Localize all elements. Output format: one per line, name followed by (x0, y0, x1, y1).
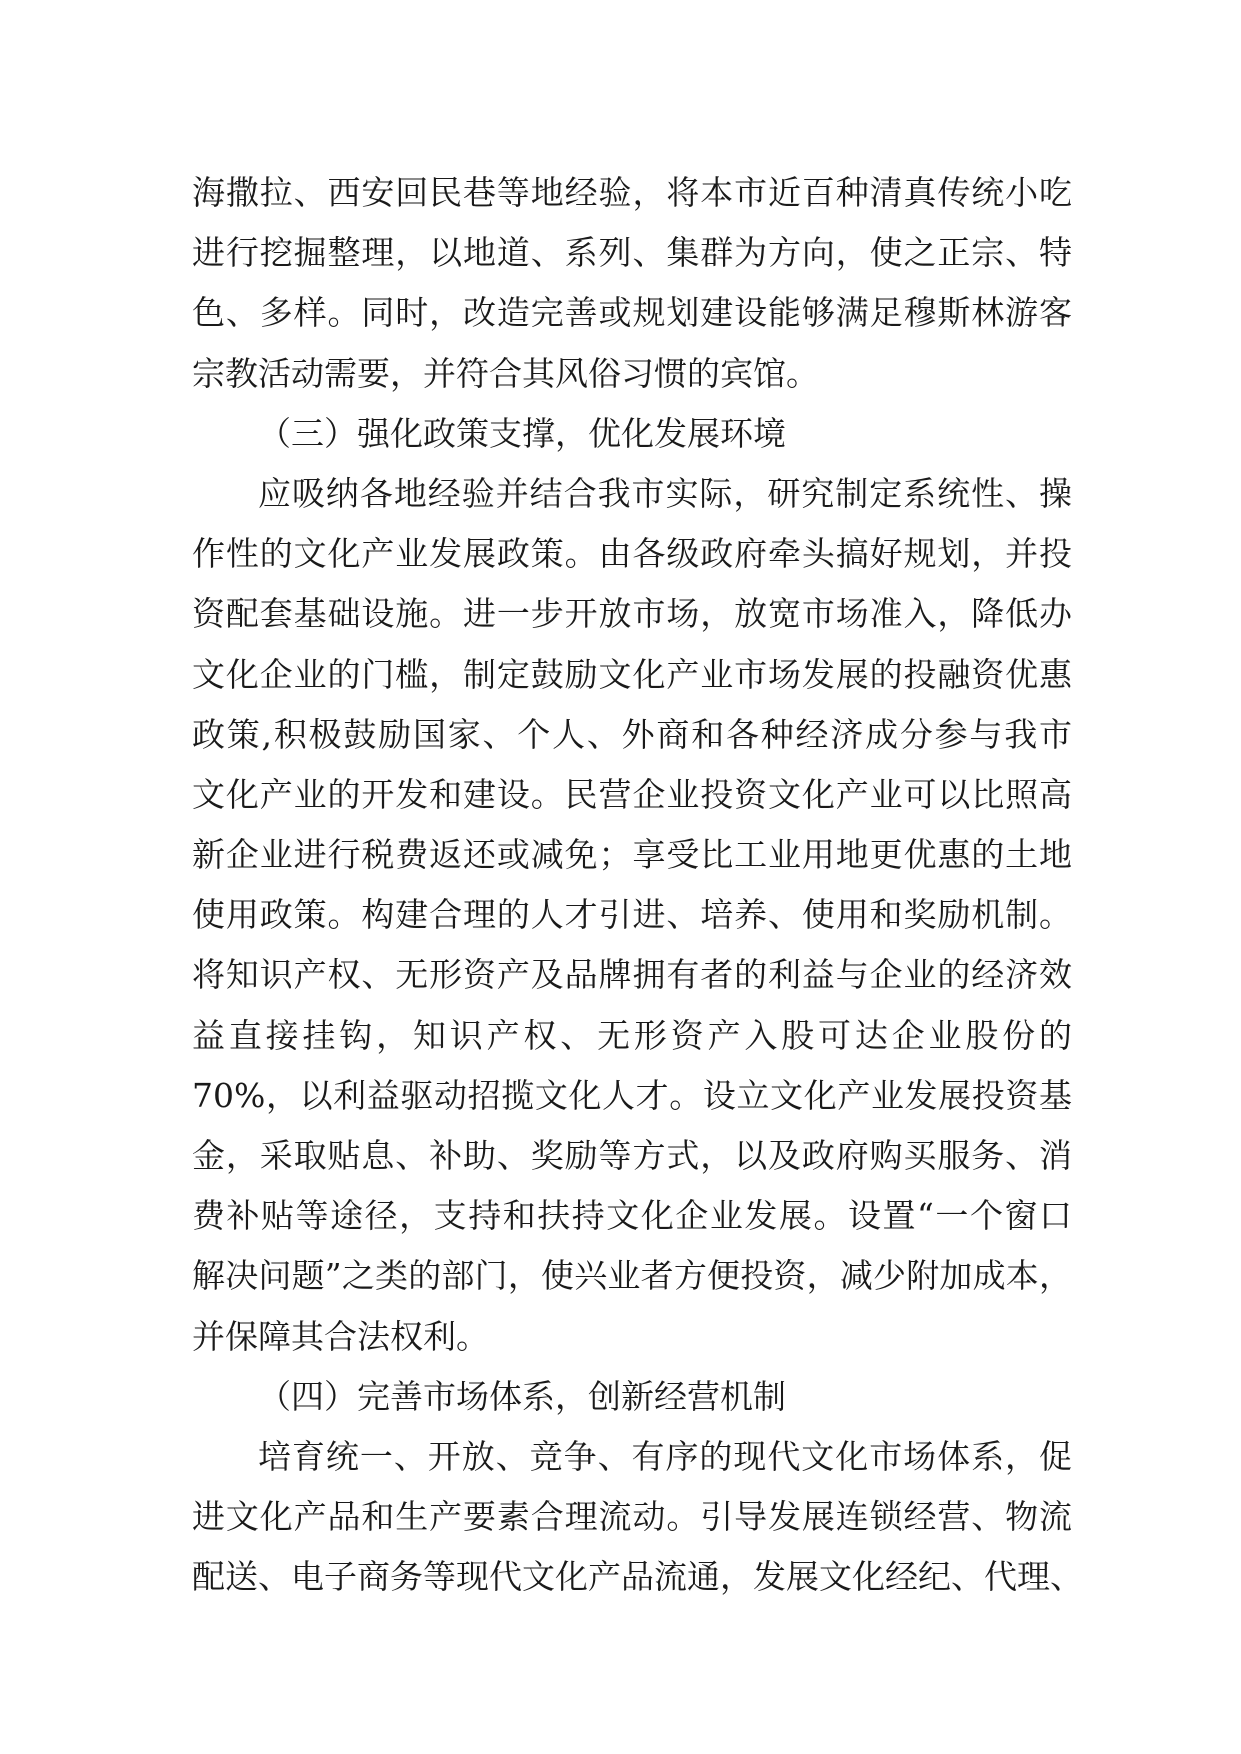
paragraph-line: 政策,积极鼓励国家、个人、外商和各种经济成分参与我市 (192, 714, 1072, 754)
paragraph-line: 色、多样。同时，改造完善或规划建设能够满足穆斯林游客 (192, 293, 1072, 333)
paragraph-first-line: 应吸纳各地经验并结合我市实际，研究制定系统性、操 (258, 473, 1072, 513)
paragraph-last-line: 宗教活动需要，并符合其风俗习惯的宾馆。 (192, 353, 819, 393)
paragraph-line: 海撒拉、西安回民巷等地经验，将本市近百种清真传统小吃 (192, 173, 1072, 212)
paragraph-line: 益直接挂钩，知识产权、无形资产入股可达企业股份的 (192, 1015, 1072, 1055)
paragraph-line: 配送、电子商务等现代文化产品流通，发展文化经纪、代理、 (192, 1557, 1083, 1597)
paragraph-line: 新企业进行税费返还或减免；享受比工业用地更优惠的土地 (192, 835, 1072, 875)
paragraph-line: 进文化产品和生产要素合理流动。引导发展连锁经营、物流 (192, 1497, 1072, 1537)
paragraph-line: 使用政策。构建合理的人才引进、培养、使用和奖励机制。 (192, 895, 1072, 935)
section-heading: （三）强化政策支撑，优化发展环境 (258, 413, 786, 453)
paragraph-line: 金，采取贴息、补助、奖励等方式，以及政府购买服务、消 (192, 1136, 1072, 1175)
paragraph-line: 70%，以利益驱动招揽文化人才。设立文化产业发展投资基 (192, 1075, 1072, 1115)
document-body (192, 163, 1083, 1608)
section-heading: （四）完善市场体系，创新经营机制 (258, 1376, 786, 1416)
paragraph-line: 解决问题”之类的部门，使兴业者方便投资，减少附加成本， (192, 1256, 1072, 1296)
paragraph-line: 进行挖掘整理，以地道、系列、集群为方向，使之正宗、特 (192, 233, 1072, 273)
paragraph-line: 费补贴等途径，支持和扶持文化企业发展。设置“一个窗口 (192, 1196, 1072, 1236)
paragraph-line: 文化企业的门槛，制定鼓励文化产业市场发展的投融资优惠 (192, 654, 1072, 694)
paragraph-line: 文化产业的开发和建设。民营企业投资文化产业可以比照高 (192, 774, 1072, 814)
paragraph-first-line: 培育统一、开放、竞争、有序的现代文化市场体系，促 (258, 1436, 1072, 1476)
paragraph-line: 将知识产权、无形资产及品牌拥有者的利益与企业的经济效 (192, 955, 1072, 995)
paragraph-line: 作性的文化产业发展政策。由各级政府牵头搞好规划，并投 (192, 534, 1072, 574)
paragraph-line: 资配套基础设施。进一步开放市场，放宽市场准入，降低办 (192, 594, 1072, 634)
paragraph-last-line: 并保障其合法权利。 (192, 1316, 489, 1356)
